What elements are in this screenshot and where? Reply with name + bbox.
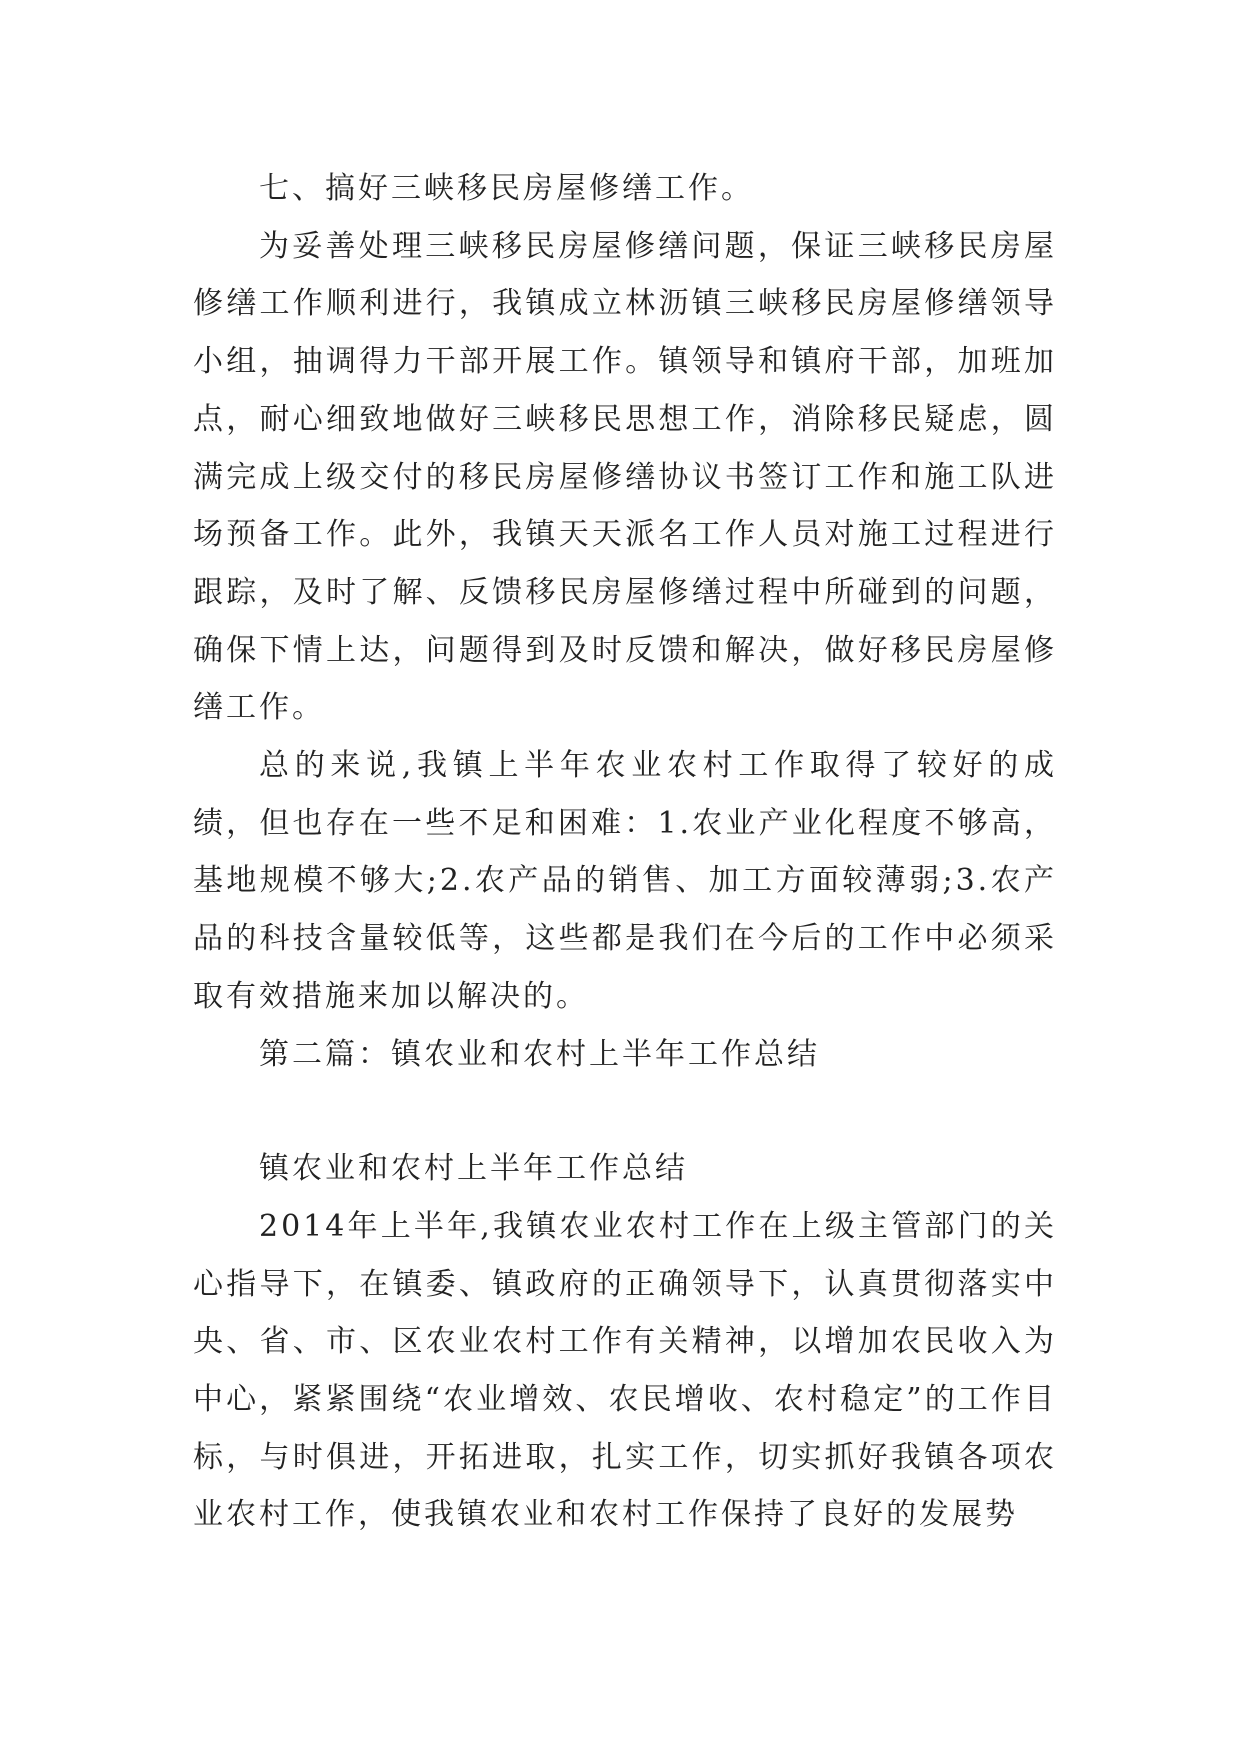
part-2-heading: 第二篇：镇农业和农村上半年工作总结 [259, 1036, 820, 1072]
document-body [193, 160, 1057, 1544]
section-7-heading: 七、搞好三峡移民房屋修缮工作。 [259, 171, 754, 206]
section-7-paragraph: 为妥善处理三峡移民房屋修缮问题，保证三峡移民房屋修缮工作顺利进行，我镇成立林沥镇三峡移民房屋修缮领导小组，抽调得力干部开展工作。镇领导和镇府干部，加班加点，耐心细致地做好三峡移民思想工作，消除移民疑虑，圆满完成上级交付的移民房屋修缮协议书签订工作和施工队进场预备工作。此外，我镇天天派名工作人员对施工过程进行跟踪，及时了解、反馈移民房屋修缮过程中所碰到的问题，确保下情上达，问题得到及时反馈和解决，做好移民房屋修缮工作。 [193, 228, 1057, 726]
part-2-title: 镇农业和农村上半年工作总结 [259, 1151, 688, 1187]
summary-paragraph: 总的来说,我镇上半年农业农村工作取得了较好的成绩，但也存在一些不足和困难：1.农业产业化程度不够高，基地规模不够大;2.农产品的销售、加工方面较薄弱;3.农产品的科技含量较低等，这些都是我们在今后的工作中必须采取有效措施来加以解决的。 [193, 748, 1057, 1014]
part-2-paragraph: 2014年上半年,我镇农业农村工作在上级主管部门的关心指导下，在镇委、镇政府的正确领导下，认真贯彻落实中央、省、市、区农业农村工作有关精神，以增加农民收入为中心，紧紧围绕“农业增效、农民增收、农村稳定”的工作目标，与时俱进，开拓进取，扎实工作，切实抓好我镇各项农业农村工作，使我镇农业和农村工作保持了良好的发展势 [193, 1208, 1057, 1533]
blank-line [193, 1083, 1057, 1140]
